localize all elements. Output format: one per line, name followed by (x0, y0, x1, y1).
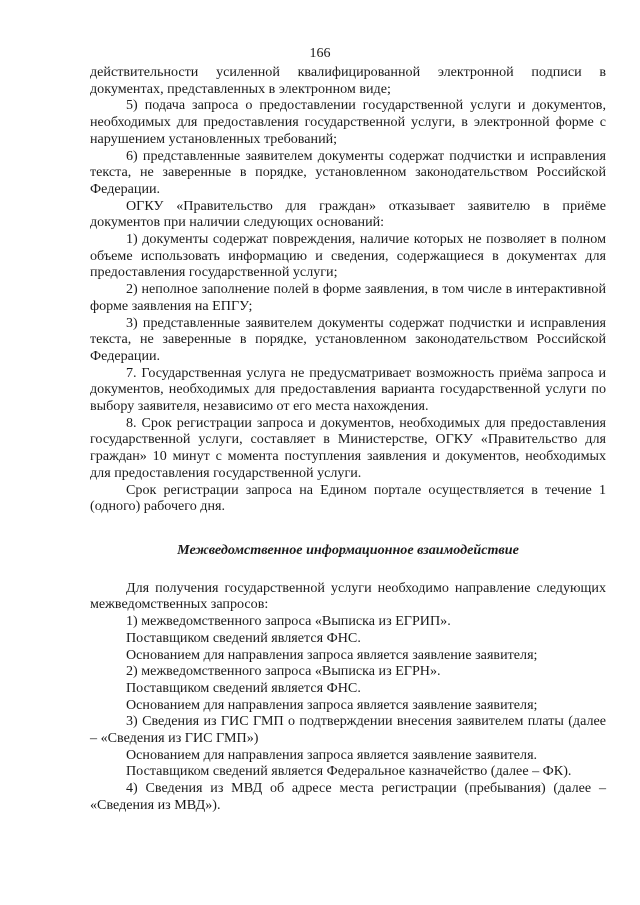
paragraph: Основанием для направления запроса является заявление заявителя; (126, 646, 538, 663)
page-number: 166 (309, 46, 331, 61)
paragraph: 2) неполное заполнение полей в форме заявления, в том числе в интерактивной форме заявления на ЕПГУ; (90, 281, 606, 314)
paragraph: Поставщиком сведений является ФНС. (126, 629, 361, 646)
paragraph: Срок регистрации запроса на Едином портале осуществляется в течение 1 (одного) рабочего дня. (90, 481, 606, 515)
paragraph: 3) Сведения из ГИС ГМП о подтверждении внесения заявителем платы (далее – «Сведения из ГИС ГМП») (90, 713, 606, 747)
paragraph: Поставщиком сведений является Федеральное казначейство (далее – ФК). (126, 763, 572, 780)
paragraph: Основанием для направления запроса является заявление заявителя; (126, 696, 538, 713)
section-title: Межведомственное информационное взаимодействие (177, 541, 519, 558)
paragraph: Для получения государственной услуги необходимо направление следующих межведомственных запросов: (90, 579, 606, 613)
paragraph: ОГКУ «Правительство для граждан» отказывает заявителю в приёме документов при наличии следующих оснований: (90, 197, 606, 231)
paragraph: 8. Срок регистрации запроса и документов, необходимых для предоставления государственной услуги, составляет в Министерстве, ОГКУ «Правительство для граждан» 10 минут с момента поступления заявления и документов, необходимых для предоставления государственной услуги. (90, 414, 606, 481)
paragraph: 2) межведомственного запроса «Выписка из ЕГРН». (126, 663, 441, 680)
paragraph: 5) подача запроса о предоставлении государственной услуги и документов, необходимых для предоставления государственной услуги, в электронной форме с нарушением установленных требований; (90, 97, 606, 147)
paragraph: действительности усиленной квалифицированной электронной подписи в документах, представленных в электронном виде; (90, 64, 606, 97)
document-body (90, 64, 606, 814)
paragraph: 1) документы содержат повреждения, наличие которых не позволяет в полном объеме использовать информацию и сведения, содержащиеся в документах для предоставления государственной услуги; (90, 231, 606, 281)
paragraph: 1) межведомственного запроса «Выписка из ЕГРИП». (126, 613, 451, 630)
paragraph: 6) представленные заявителем документы содержат подчистки и исправления текста, не заверенные в порядке, установленном законодательством Российской Федерации. (90, 147, 606, 197)
paragraph: 3) представленные заявителем документы содержат подчистки и исправления текста, не заверенные в порядке, установленном законодательством Российской Федерации. (90, 314, 606, 364)
paragraph: 7. Государственная услуга не предусматривает возможность приёма запроса и документов, необходимых для предоставления варианта государственной услуги по выбору заявителя, независимо от его места нахождения. (90, 364, 606, 415)
paragraph: Основанием для направления запроса является заявление заявителя. (126, 746, 538, 763)
paragraph: Поставщиком сведений является ФНС. (126, 679, 361, 696)
paragraph: 4) Сведения из МВД об адресе места регистрации (пребывания) (далее – «Сведения из МВД»). (90, 780, 606, 813)
